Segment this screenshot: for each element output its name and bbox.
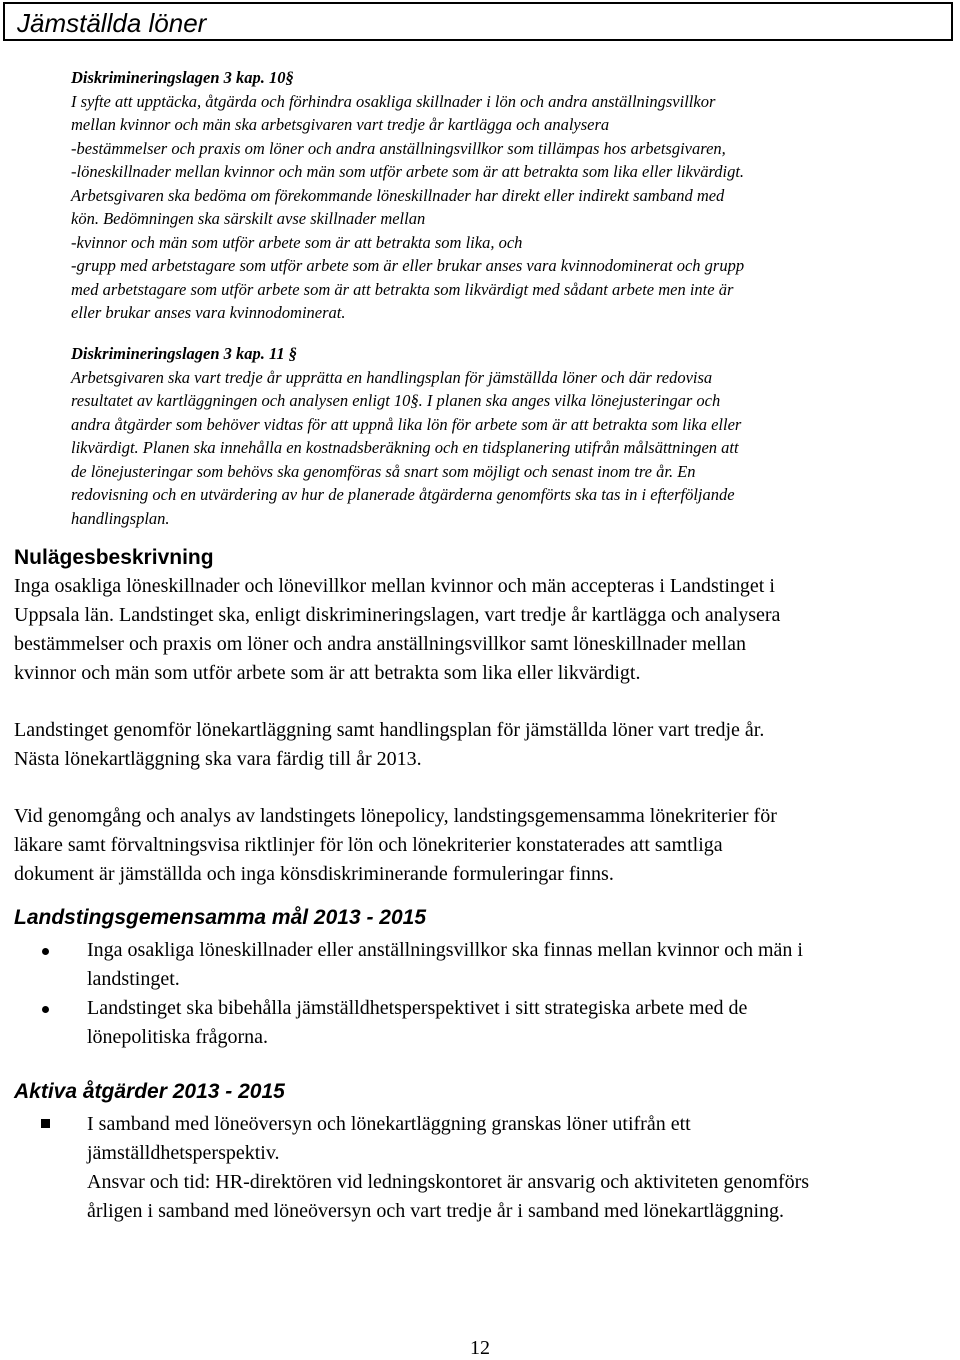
law-line: -bestämmelser och praxis om löner och andra anställningsvillkor som tillämpas hos arbetsgivaren, [71,138,726,158]
law-line: handlingsplan. [71,508,170,528]
body-line: Vid genomgång och analys av landstingets lönepolicy, landstingsgemensamma lönekriterier för [14,805,777,827]
law-section-10 [71,66,891,325]
goals-list [14,936,939,1052]
body-line: bestämmelser och praxis om löner och andra anställningsvillkor samt löneskillnader mellan [14,633,747,655]
list-item-line: Inga osakliga löneskillnader eller anställningsvillkor ska finnas mellan kvinnor och män i [87,939,803,961]
law-heading-10: Diskrimineringslagen 3 kap. 10§ [71,68,294,87]
list-item-line: Landstinget ska bibehålla jämställdhetsperspektivet i sitt strategiska arbete med de [87,997,748,1019]
list-item [14,994,939,1052]
list-item [14,936,939,994]
body-line: läkare samt förvaltningsvisa riktlinjer för lön och lönekriterier konstaterades att samtliga [14,834,723,856]
law-line: likvärdigt. Planen ska innehålla en kostnadsberäkning och en tidsplanering utifrån målsättningen att [71,438,739,457]
law-line: redovisning och en utvärdering av hur de planerade åtgärderna genomförts ska tas in i efterföljande [71,485,735,504]
note-line: Ansvar och tid: HR-direktören vid ledningskontoret är ansvarig och aktiviteten genomförs [87,1171,810,1193]
list-item [14,1110,939,1168]
list-item-line: jämställdhetsperspektiv. [87,1142,280,1164]
law-line: I syfte att upptäcka, åtgärda och förhindra osakliga skillnader i lön och andra anställningsvillkor [71,91,716,111]
section-nulage [14,543,939,889]
section-heading-actions: Aktiva åtgärder 2013 - 2015 [14,1080,285,1103]
section-actions [14,1077,939,1226]
section-heading-nulage: Nulägesbeskrivning [14,546,214,569]
law-line: resultatet av kartläggningen och analysen enligt 10§. I planen ska anges vilka lönejusteringar och [71,391,721,410]
body-line: Landstinget genomför lönekartläggning samt handlingsplan för jämställda löner vart tredje år. [14,719,765,741]
law-line: mellan kvinnor och män ska arbetsgivaren vart tredje år kartlägga och analysera [71,115,610,134]
body-line: kvinnor och män som utför arbete som är att betrakta som lika eller likvärdigt. [14,662,641,684]
law-line: Arbetsgivaren ska vart tredje år upprätta en handlingsplan för jämställda löner och där redovisa [71,367,713,387]
law-heading-11: Diskrimineringslagen 3 kap. 11 § [71,344,297,363]
page-title: Jämställda löner [17,8,207,38]
section-goals [14,903,939,1052]
list-item-line: I samband med löneöversyn och lönekartläggning granskas löner utifrån ett [87,1113,691,1135]
body-line: Inga osakliga löneskillnader och lönevillkor mellan kvinnor och män accepteras i Landstinget i [14,575,775,597]
list-item-line: landstinget. [87,968,180,990]
law-line: andra åtgärder som behöver vidtas för att uppnå lika lön för arbete som är att betrakta som lika eller [71,414,742,434]
section-heading-goals: Landstingsgemensamma mål 2013 - 2015 [14,906,427,929]
title-box [3,2,953,41]
law-line: -kvinnor och män som utför arbete som är att betrakta som lika, och [71,232,523,252]
law-line: Arbetsgivaren ska bedöma om förekommande löneskillnader har direkt eller indirekt samband med [71,185,725,205]
body-line: Nästa lönekartläggning ska vara färdig till år 2013. [14,748,422,770]
responsibility-note [14,1168,939,1226]
bullet-icon [42,1006,49,1013]
law-line: -löneskillnader mellan kvinnor och män som utför arbete som är att betrakta som lika eller likvärdigt. [71,162,745,181]
law-line: eller brukar anses vara kvinnodominerat. [71,303,346,322]
body-line: dokument är jämställda och inga könsdiskriminerande formuleringar finns. [14,863,614,885]
law-line: -grupp med arbetstagare som utför arbete som är eller brukar anses vara kvinnodominerat och grupp [71,256,745,275]
actions-list [14,1110,939,1168]
law-line: kön. Bedömningen ska särskilt avse skillnader mellan [71,209,426,228]
list-item-line: lönepolitiska frågorna. [87,1026,269,1048]
body-line: Uppsala län. Landstinget ska, enligt diskrimineringslagen, vart tredje år kartlägga och analysera [14,604,781,626]
note-line: årligen i samband med löneöversyn och vart tredje år i samband med lönekartläggning. [87,1200,785,1222]
page-number: 12 [470,1337,490,1359]
law-section-11 [71,342,891,530]
law-line: de lönejusteringar som behövs ska genomföras så snart som möjligt och senast inom tre år. En [71,461,696,481]
law-line: med arbetstagare som utför arbete som är att betrakta som likvärdigt med sådant arbete men inte är [71,279,734,299]
square-bullet-icon [41,1119,50,1128]
bullet-icon [42,948,49,955]
